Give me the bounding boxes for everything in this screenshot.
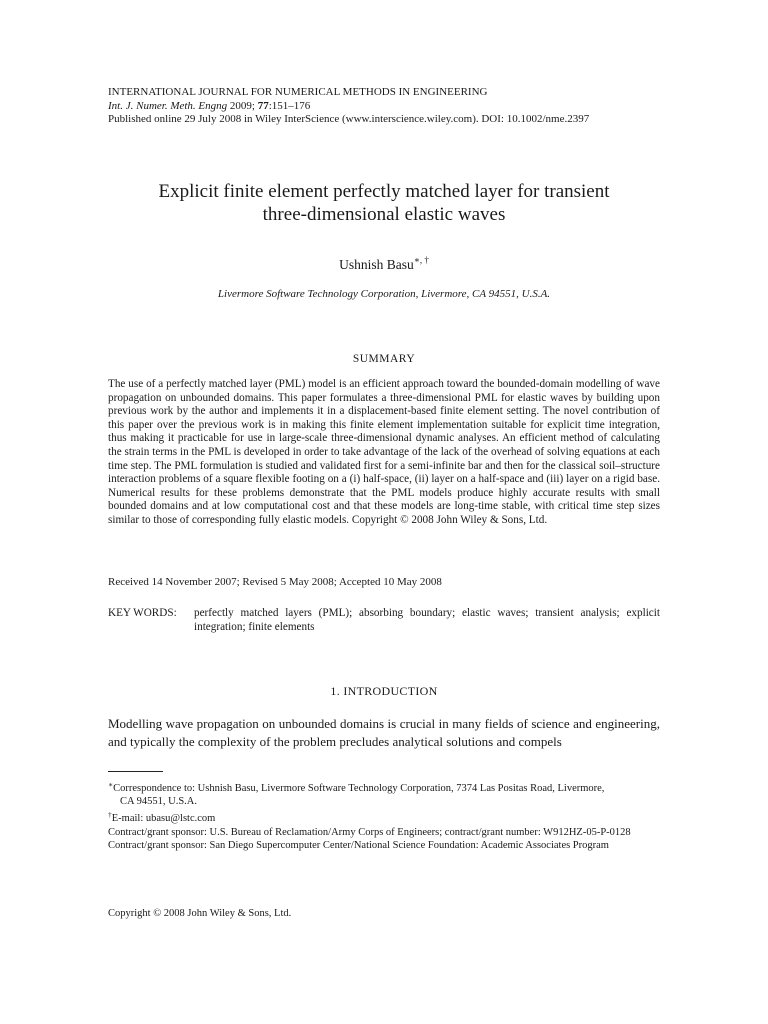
title-line-2: three-dimensional elastic waves [262,204,506,225]
author-line [108,255,660,273]
received-dates: Received 14 November 2007; Revised 5 May 2008; Accepted 10 May 2008 [108,576,442,588]
keywords-label: KEY WORDS: [108,607,177,619]
journal-name: INTERNATIONAL JOURNAL FOR NUMERICAL METHODS IN ENGINEERING [108,86,488,98]
citation-volume: 77 [257,99,269,112]
introduction-text: Modelling wave propagation on unbounded domains is crucial in many fields of science and engineering, and typically the complexity of the problem precludes analytical solutions and compels [108,716,660,749]
email-address: E-mail: ubasu@lstc.com [111,813,216,824]
author-name: Ushnish Basu [339,257,414,272]
paper-title [108,180,660,226]
introduction-heading: 1. INTRODUCTION [330,684,438,698]
author-affiliation: Livermore Software Technology Corporation, Livermore, CA 94551, U.S.A. [217,288,551,300]
citation-year: 2009; [227,99,258,112]
author-footnote-marks: ∗, † [413,255,429,265]
correspondence-footnote [108,778,660,795]
title-line-1: Explicit finite element perfectly matched layer for transient [158,181,610,202]
sponsor-1: Contract/grant sponsor: U.S. Bureau of Reclamation/Army Corps of Engineers; contract/grant number: W912HZ-05-P-0128 [108,827,631,838]
abstract-text: The use of a perfectly matched layer (PML) model is an efficient approach toward the bounded-domain modelling of wave propagation on unbounded domains. This paper formulates a three-dimensional PML for elastic waves by building upon previous work by the author and implements it in a displacement-based finite element setting. The novel contribution of this paper over the previous work is in making this finite element implementation suitable for explicit time integration, thus making it practicable for use in large-scale three-dimensional dynamic analyses. An efficient method of calculating the strain terms in the PML is developed in order to take advantage of the lack of the overhead of solving equations at each time step. The PML formulation is studied and validated first for a semi-infinite bar and then for the classical soil–structure interaction problems of a square flexible footing on a (i) half-space, (ii) layer on a half-space and (iii) layer on a rigid base. Numerical results for these problems demonstrate that the PML models produce highly accurate results with small bounded domains and at low computational cost and that these models are long-time stable, with critical time step sizes similar to those of corresponding fully elastic models. Copyright © 2008 John Wiley & Sons, Ltd. [108,378,660,526]
email-mark: † [108,810,112,819]
email-footnote [108,808,660,825]
summary-heading: SUMMARY [352,353,416,365]
grant-sponsors [108,826,660,852]
footnote-divider [108,771,163,772]
publication-info: Published online 29 July 2008 in Wiley InterScience (www.interscience.wiley.com). DOI: 10.1002/nme.2397 [108,113,590,125]
journal-header [108,86,668,127]
journal-citation [108,100,668,114]
citation-pages: :151–176 [268,99,311,112]
keywords-text: perfectly matched layers (PML); absorbing boundary; elastic waves; transient analysis; explicit integration; finite elements [194,607,660,633]
correspondence-line-2: CA 94551, U.S.A. [120,796,198,807]
correspondence-mark: ∗ [108,780,114,789]
footnotes [108,778,660,825]
copyright-footer: Copyright © 2008 John Wiley & Sons, Ltd. [108,908,292,919]
citation-abbrev: Int. J. Numer. Meth. Engng [108,99,228,112]
correspondence-line-1: Correspondence to: Ushnish Basu, Livermore Software Technology Corporation, 7374 Las Positas Road, Livermore, [113,783,605,794]
keywords [108,606,660,634]
sponsor-2: Contract/grant sponsor: San Diego Supercomputer Center/National Science Foundation: Academic Associates Program [108,840,609,851]
